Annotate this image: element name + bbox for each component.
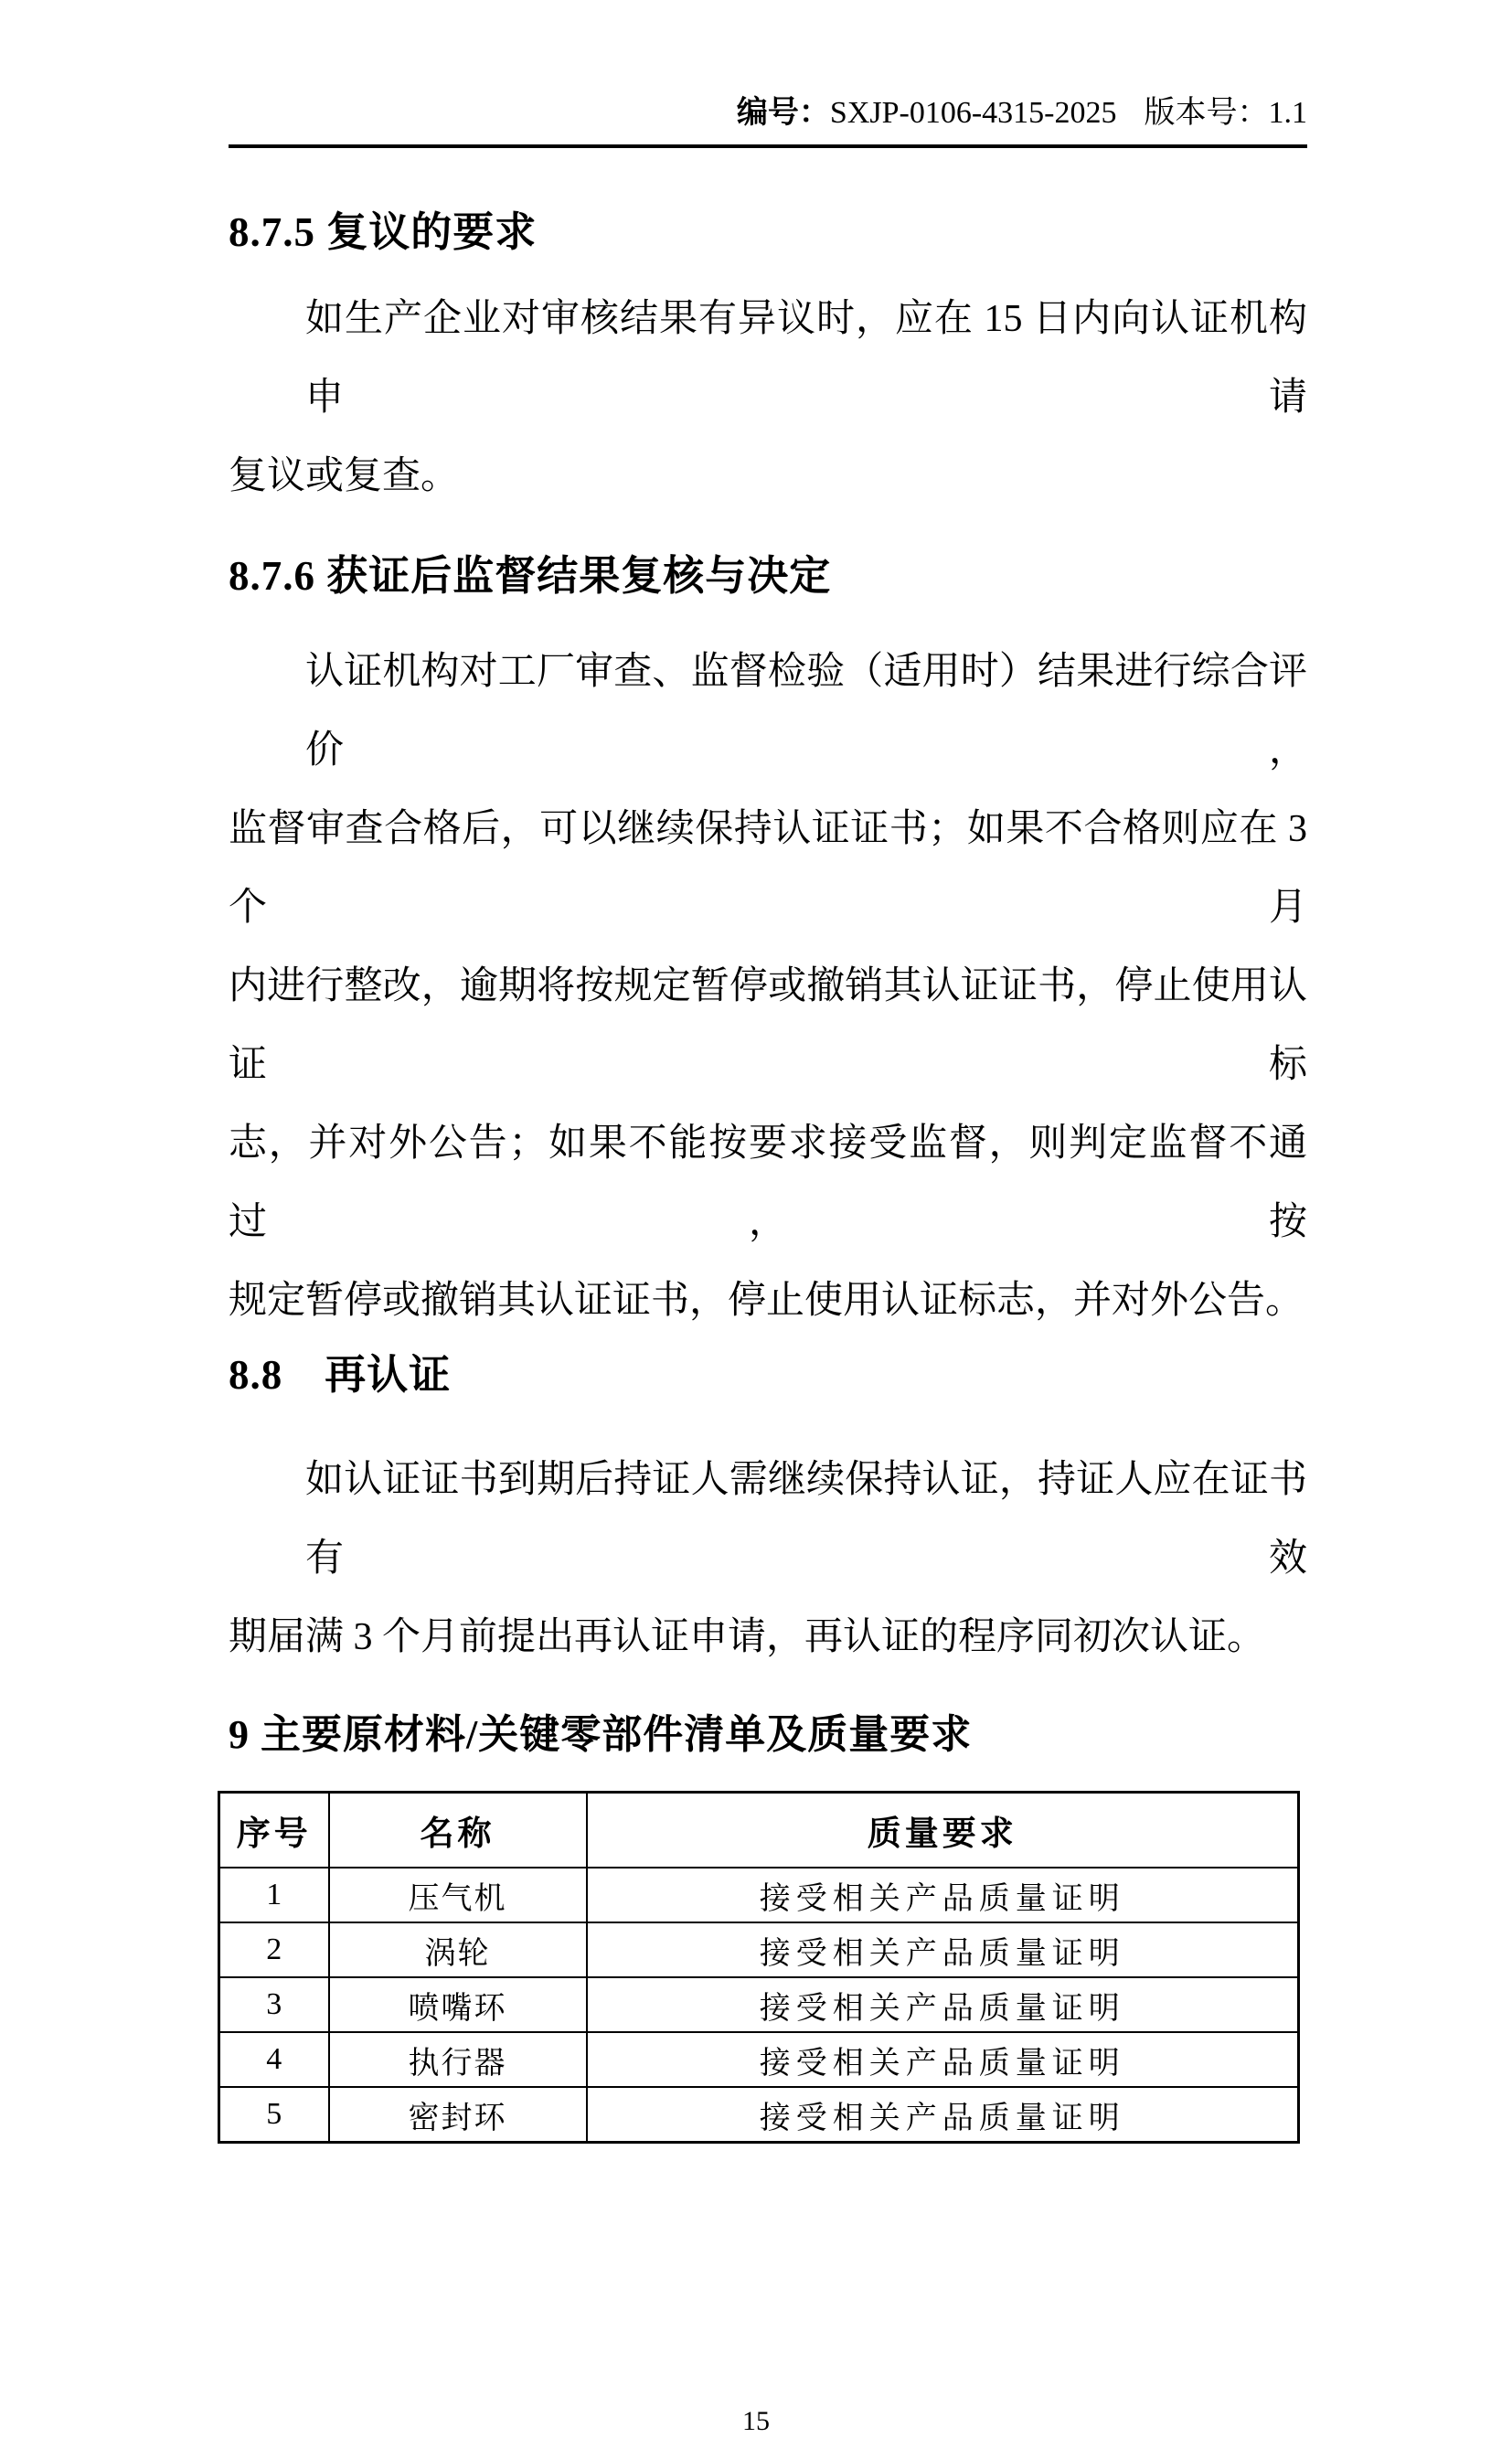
- cell-requirement: 接受相关产品质量证明: [587, 1922, 1299, 1977]
- paragraph-line: 志，并对外公告；如果不能按要求接受监督，则判定监督不通过，按: [229, 1123, 1307, 1243]
- doc-number-label: 编号：: [736, 96, 830, 130]
- paragraph-line: 规定暂停或撤销其认证证书，停止使用认证标志，并对外公告。: [229, 1280, 1304, 1322]
- document-header: [229, 0, 1307, 148]
- cell-index: 2: [219, 1922, 329, 1977]
- paragraph-8-7-5: [229, 280, 1307, 516]
- paragraph-line: 期届满 3 个月前提出再认证申请，再认证的程序同初次认证。: [229, 1616, 1266, 1658]
- cell-name: 涡轮: [329, 1922, 587, 1977]
- cell-requirement: 接受相关产品质量证明: [587, 1868, 1299, 1922]
- doc-number-value: SXJP-0106-4315-2025: [829, 96, 1117, 130]
- paragraph-line: 认证机构对工厂审查、监督检验（适用时）结果进行综合评价，: [305, 651, 1307, 772]
- table-row: [219, 2032, 1299, 2087]
- page-number: 15: [742, 2406, 770, 2436]
- table-row: [219, 1977, 1299, 2032]
- cell-name: 压气机: [329, 1868, 587, 1922]
- version-value: 1.1: [1268, 96, 1307, 130]
- cell-index: 3: [219, 1977, 329, 2032]
- paragraph-line: 复议或复查。: [229, 455, 460, 497]
- cell-requirement: 接受相关产品质量证明: [587, 1977, 1299, 2032]
- section-heading-8-8: 8.8 再认证: [229, 1352, 452, 1398]
- section-heading-8-7-5: 8.7.5 复议的要求: [229, 209, 538, 255]
- cell-requirement: 接受相关产品质量证明: [587, 2087, 1299, 2143]
- paragraph-line: 如认证证书到期后持证人需继续保持认证，持证人应在证书有效: [305, 1459, 1307, 1580]
- paragraph-line: 内进行整改，逾期将按规定暂停或撤销其认证证书，停止使用认证标: [229, 965, 1307, 1086]
- cell-name: 执行器: [329, 2032, 587, 2087]
- paragraph-line: 监督审查合格后，可以继续保持认证证书；如果不合格则应在 3 个月: [229, 808, 1307, 929]
- paragraph-line: 如生产企业对审核结果有异议时，应在 15 日内向认证机构申请: [305, 298, 1307, 419]
- table-header-index: 序号: [219, 1793, 329, 1868]
- section-heading-9: 9 主要原材料/关键零部件清单及质量要求: [229, 1712, 973, 1757]
- table-header-name: 名称: [329, 1793, 587, 1868]
- table-header-requirement: 质量要求: [587, 1793, 1299, 1868]
- cell-index: 4: [219, 2032, 329, 2087]
- cell-index: 1: [219, 1868, 329, 1922]
- cell-requirement: 接受相关产品质量证明: [587, 2032, 1299, 2087]
- cell-name: 喷嘴环: [329, 1977, 587, 2032]
- table-row: [219, 1868, 1299, 1922]
- cell-index: 5: [219, 2087, 329, 2143]
- table-header-row: [219, 1793, 1299, 1868]
- paragraph-8-8: [229, 1441, 1307, 1677]
- materials-table: [218, 1791, 1300, 2144]
- cell-name: 密封环: [329, 2087, 587, 2143]
- table-row: [219, 2087, 1299, 2143]
- paragraph-8-7-6: [229, 633, 1307, 1340]
- content-column: [229, 0, 1307, 2144]
- section-heading-8-7-6: 8.7.6 获证后监督结果复核与决定: [229, 553, 832, 599]
- version-label: 版本号：: [1144, 96, 1269, 130]
- table-row: [219, 1922, 1299, 1977]
